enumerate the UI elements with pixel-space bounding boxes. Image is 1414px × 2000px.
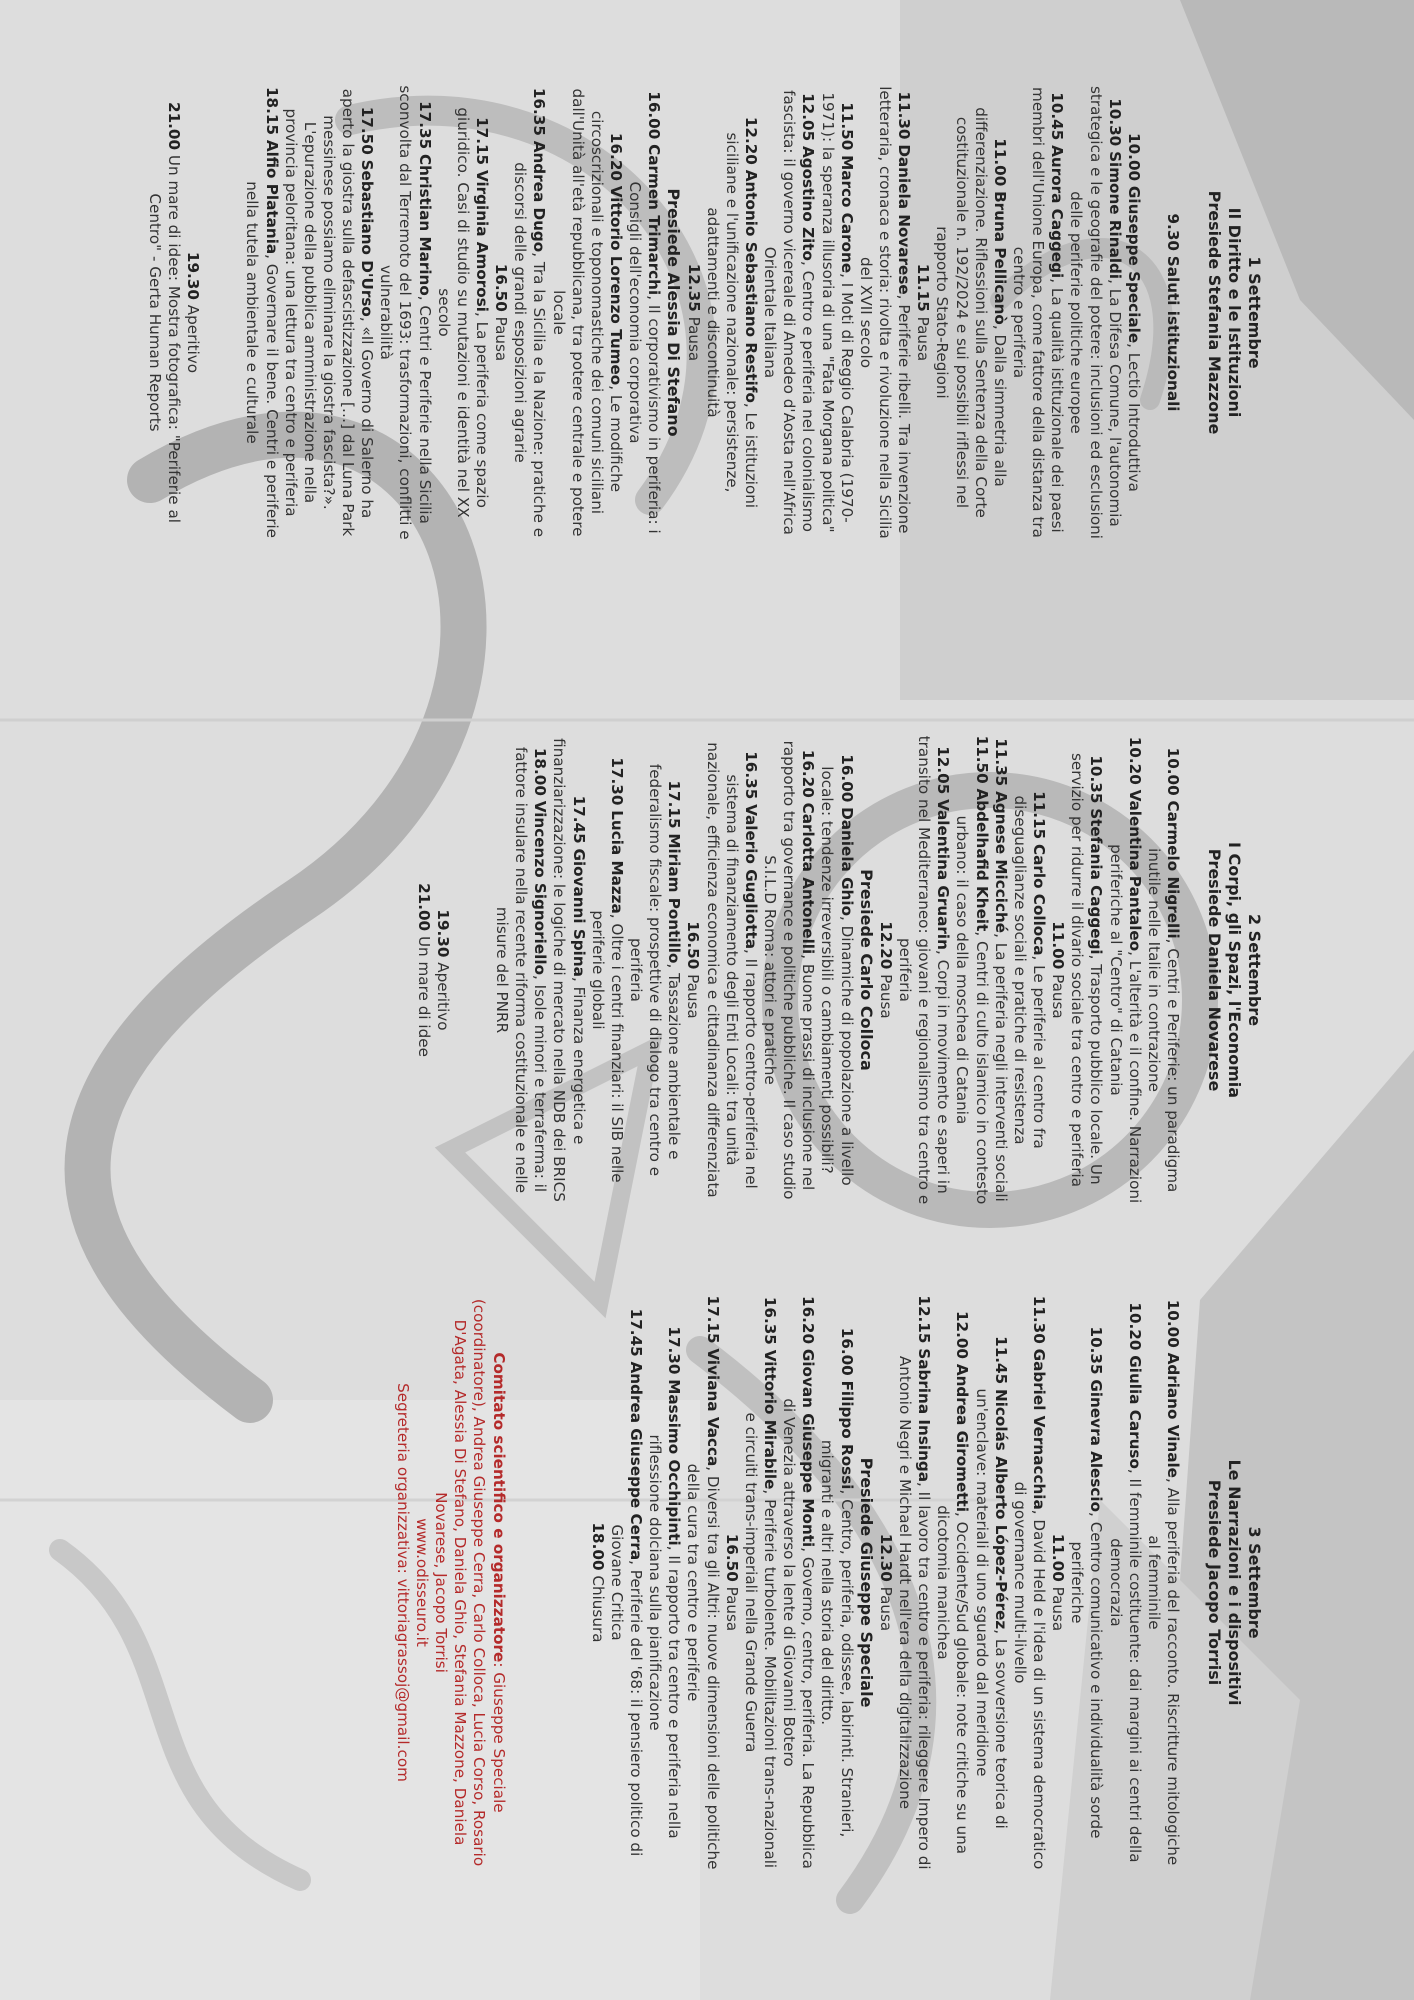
day-3-header bbox=[1204, 1295, 1264, 1870]
committee-label: Comitato scientifico e organizzatore bbox=[489, 1352, 508, 1663]
session-chair: Presiede Carlo Colloca bbox=[856, 869, 876, 1071]
list-item: 17.15 Viviana Vacca, Diversi tra gli Altri: nuove dimensioni delle politiche della cura tra centro e periferie bbox=[684, 1295, 722, 1870]
list-item: 10.20 Giulia Caruso, Il femminile costituente: dai margini ai centri della democrazia bbox=[1106, 1302, 1144, 1863]
list-item: 18.00 Vincenzo Signoriello, Isole minori e terraferma: il fattore insulare nella recente riforma costituzionale e nelle misure del PNRR bbox=[493, 746, 550, 1194]
list-item: 12.20 Antonio Sebastiano Restifo, Le istituzioni siciliane e l'unificazione nazionale: persistenze, adattamenti e discontinuità bbox=[703, 116, 761, 509]
list-item: 17.35 Christian Marino, Centri e Periferie nella Sicilia sconvolta dal Terremoto del 1693: trasformazioni, conflitti e vulnerabilità bbox=[377, 85, 434, 540]
pause-item: 16.50 Pausa bbox=[684, 921, 703, 1019]
list-item: 11.35 Agnese Micciché, La periferia negli interventi sociali bbox=[991, 738, 1010, 1202]
day-3-date: 3 Settembre bbox=[1245, 1526, 1264, 1639]
list-item: 16.00 Daniela Ghio, Dinamiche di popolazione a livello locale: tendenze irreversibili o cambiamenti possibili? bbox=[818, 754, 856, 1186]
list-item: 11.50 Marco Carone, I Moti di Reggio Calabria (1970-1971): la speranza illusoria di una "Fata Morgana politica" bbox=[818, 92, 856, 533]
list-item: 17.45 Andrea Giuseppe Cerra, Periferie del '68: il pensiero politico di Giovane Critica bbox=[607, 1308, 646, 1857]
list-item: 10.45 Aurora Caggegi, La qualità istituzionale dei paesi membri dell'Unione Europa, come fattore della distanza tra centro e periferia bbox=[1010, 87, 1067, 538]
list-item: 11.15 Carlo Colloca, Le periferie al centro fra diseguaglianze sociali e pratiche di resistenza bbox=[1010, 791, 1049, 1149]
website-link[interactable]: www.odisseuro.it bbox=[413, 1518, 432, 1647]
list-item: 12.05 Agostino Zito, Centro e periferia nel colonialismo fascista: il governo vicereale di Amedeo d'Aosta nell'Africa Orientale Italiana bbox=[761, 90, 818, 535]
list-item: 16.20 Carlotta Antonelli, Buone prassi di inclusione nel rapporto tra governance e politiche pubbliche. Il caso studio S.I.L.D Roma: attori e pratiche bbox=[761, 740, 818, 1200]
evening-item: 21.00 Un mare di idee bbox=[414, 883, 433, 1057]
pause-item: 12.20 Pausa bbox=[876, 921, 895, 1019]
list-item: 10.20 Valentina Pantaleo, L'alterità e il confine. Narrazioni periferiche al "Centro" di Catania bbox=[1106, 736, 1144, 1204]
list-item: 16.20 Vittorio Lorenzo Tumeo, Le modifiche circoscrizionali e toponomastiche dei comuni siciliani dall'Unità all'età repubblicana, tra potere centrale e potere locale bbox=[549, 88, 626, 537]
list-item: 16.35 Vittorio Mirabile, Periferie turbolente. Mobilitazioni trans-nazionali e circuiti trans-imperiali nella Grande Guerra bbox=[741, 1296, 780, 1869]
pause-item: 12.35 Pausa bbox=[684, 263, 703, 362]
list-item: 10.35 Stefania Caggegi, Trasporto pubblico locale. Un servizio per ridurre il divario sociale tra centro e periferia bbox=[1068, 752, 1106, 1188]
evening-item: 21.00 Un mare di idee: Mostra fotografica: "Periferie al Centro" - Gerta Human Reports bbox=[145, 102, 184, 523]
list-item: 11.45 Nicolás Alberto López-Pérez, La sovversione teorica di un'enclave: materiali di uno sguardo dal meridione bbox=[972, 1336, 1010, 1829]
list-item: 12.00 Andrea Girometti, Occidente/Sud globale: note critiche su una dicotomia manichea bbox=[934, 1310, 972, 1855]
list-item: 17.15 Miriam Pontillo, Tassazione ambientale e federalismo fiscale: prospettive di dialogo tra centro e periferia bbox=[627, 763, 684, 1177]
day-1-chair: Presiede Stefania Mazzone bbox=[1205, 190, 1224, 435]
list-item: 16.35 Valerio Gugliotta, Il rapporto centro-periferia nel sistema di finanziamento degli Enti Locali: tra unità nazionale, efficienza economica e cittadinanza differenziata bbox=[703, 742, 760, 1198]
pause-item: 16.50 Pausa bbox=[722, 1533, 741, 1632]
day-2-date: 2 Settembre bbox=[1245, 913, 1264, 1027]
list-item: 16.00 Carmen Trimarchi, Il corporativismo in periferia: i Consigli dell'economia corporativa bbox=[626, 91, 664, 534]
committee-members: : Giuseppe Speciale (coordinatore), Andrea Giuseppe Cerra, Carlo Colloca, Lucia Corso, Rosario D'Agata, Alessia Di Stefano, Daniela Ghio, Stefania Mazzone, Daniela Novarese, Jacopo Torrisi bbox=[432, 1298, 508, 1867]
list-item: 18.15 Alfio Platania, Governare il bene. Centri e periferie nella tutela ambientale e culturale bbox=[243, 86, 281, 539]
list-item: 9.30 Saluti istituzionali bbox=[1164, 213, 1182, 412]
day-3-column bbox=[393, 1295, 1264, 1870]
aperitivo-item: 19.30 Aperitivo bbox=[184, 251, 203, 374]
session-chair: Presiede Alessia Di Stefano bbox=[664, 188, 684, 437]
pause-item: 11.00 Pausa bbox=[1049, 1533, 1068, 1632]
pause-item: 12.30 Pausa bbox=[876, 1533, 895, 1632]
day-2-header bbox=[1204, 735, 1264, 1205]
session-chair: Presiede Giuseppe Speciale bbox=[856, 1457, 876, 1708]
list-item: 16.35 Andrea Dugo, Tra la Sicilia e la Nazione: pratiche e discorsi delle grandi esposizioni agrarie bbox=[511, 87, 549, 538]
pause-item: 11.00 Pausa bbox=[1049, 921, 1068, 1019]
day-3-chair: Presiede Jacopo Torrisi bbox=[1205, 1479, 1224, 1686]
list-item: 10.00 Giuseppe Speciale, Lectio Introduttiva bbox=[1124, 133, 1143, 492]
day-1-header bbox=[1204, 85, 1264, 540]
day-2-theme: I Corpi, gli Spazi, l'Economia bbox=[1225, 841, 1244, 1099]
list-item: 12.05 Valentina Gruarin, Corpi in movimento e saperi in transito nel Mediterraneo: giovani e regionalismo tra centro e periferia bbox=[896, 735, 953, 1205]
pause-item: 16.50 Pausa bbox=[492, 263, 511, 362]
day-3-theme: Le Narrazioni e i dispositivi bbox=[1225, 1459, 1244, 1706]
list-item: 11.00 Bruna Pellicanò, Dalla simmetria alla differenziazione. Riflessioni sulla Sentenza della Corte costituzionale n. 192/2024 e sui possibili riflessi nel rapporto Stato-Regioni bbox=[933, 107, 1009, 518]
list-item: 16.00 Filippo Rossi, Centro, periferia, odissee, labirinti. Stranieri, migranti e altri nella storia del diritto. bbox=[818, 1327, 856, 1838]
list-item: 11.30 Gabriel Vernacchia, David Held e l'idea di un sistema democratico di governance multi-livello bbox=[1010, 1295, 1049, 1870]
list-item: 16.20 Giovan Giuseppe Monti, Governo, centro, periferia. La Repubblica di Venezia attraverso la lente di Giovanni Botero bbox=[780, 1296, 818, 1869]
list-item: 10.00 Adriano Vinale, Alla periferia del racconto. Riscritture mitologiche al femminile bbox=[1144, 1299, 1182, 1866]
day-1-column bbox=[145, 85, 1264, 540]
pause-item: 11.15 Pausa bbox=[914, 263, 933, 362]
day-1-theme: Il Diritto e le Istituzioni bbox=[1225, 207, 1244, 418]
committee-block bbox=[412, 1295, 508, 1870]
list-item: 11.30 Daniela Novarese, Periferie ribelli. Tra invenzione letteraria, cronaca e storia: rivolta e rivoluzione nella Sicilia del XVII secolo bbox=[856, 86, 914, 539]
list-item: 10.00 Carmelo Nigrelli, Centri e Periferie: un paradigma inutile nelle Italie in contrazione bbox=[1144, 747, 1182, 1193]
list-item: 17.15 Virginia Amorosi, La periferia come spazio giuridico. Casi di studio su mutazioni e identità nel XX secolo bbox=[434, 107, 492, 518]
list-item: 10.35 Ginevra Alescio, Centro comunicativo e individualità sorde periferiche bbox=[1068, 1326, 1106, 1839]
day-2-chair: Presiede Daniela Novarese bbox=[1205, 848, 1224, 1092]
list-item: 10.30 Simone Rinaldi, La Difesa Comune, l'autonomia strategica e le geografie del potere: inclusioni ed esclusioni delle periferie politiche europee bbox=[1067, 86, 1124, 539]
list-item: 17.30 Massimo Occhipinti, Il rapporto tra centro e periferia nella riflessione dolciana sulla pianificazione bbox=[646, 1326, 684, 1839]
day-1-date: 1 Settembre bbox=[1245, 256, 1264, 369]
list-item: 11.50 Abdelhafid Kheit, Centri di culto islamico in contesto urbano: il caso della moschea di Catania bbox=[953, 735, 991, 1205]
list-item: 12.15 Sabrina Insinga, Il lavoro tra centro e periferia: rileggere Impero di Antonio Negri e Michael Hardt nell'era della digitalizzazione bbox=[896, 1295, 934, 1870]
day-2-column bbox=[414, 735, 1264, 1205]
aperitivo-item: 19.30 Aperitivo bbox=[433, 909, 452, 1031]
list-item: 17.45 Giovanni Spina, Finanza energetica e finanziarizzazione: le logiche di mercato nella NDB dei BRICS bbox=[550, 738, 588, 1202]
closing-item: 18.00 Chiusura bbox=[588, 1522, 607, 1643]
secretariat-contact[interactable]: Segreteria organizzativa: vittoriagrassoj@gmail.com bbox=[393, 1383, 412, 1782]
list-item: 17.50 Sebastiano D'Urso, «Il Governo di Salerno ha aperto la giostra sulla defascistizzazione […] dal Luna Park messinese possiamo eliminare la giostra fascista?». L'epurazione della pubblica amministrazione nella provincia peloritana: una lettura tra centro e periferia bbox=[281, 88, 377, 537]
list-item: 17.30 Lucia Mazza, Oltre i centri finanziari: il SIB nelle periferie globali bbox=[588, 757, 626, 1183]
